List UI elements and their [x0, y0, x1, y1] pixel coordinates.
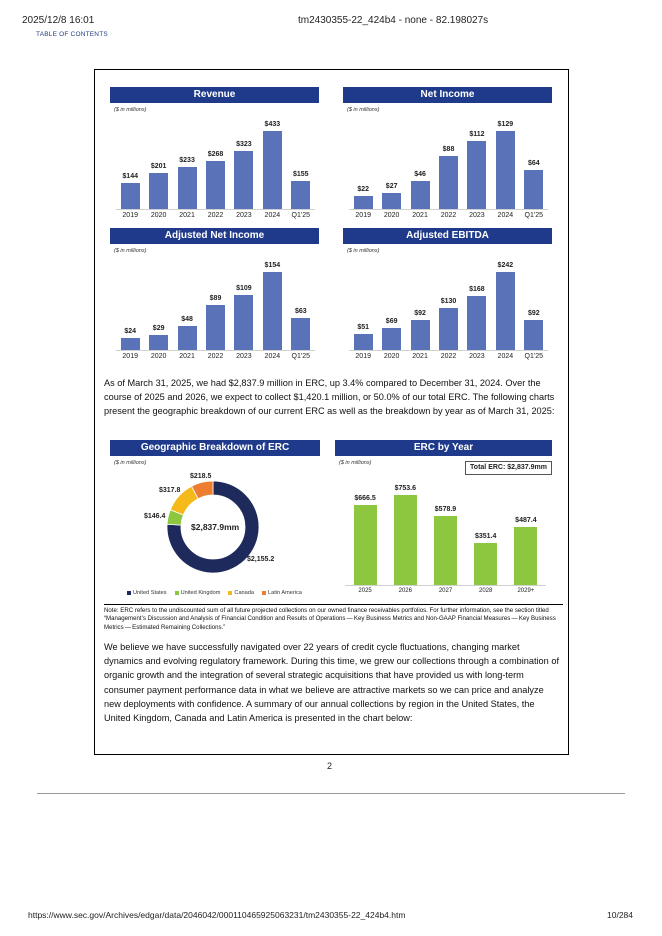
- bar: [234, 151, 253, 209]
- bar: [394, 495, 417, 585]
- bar: [496, 272, 515, 350]
- legend-swatch-icon: [262, 591, 266, 595]
- bar-value-label: $753.6: [394, 485, 416, 492]
- unit-label: ($ in millions): [347, 107, 380, 113]
- unit-label: ($ in millions): [347, 248, 380, 254]
- legend-item: [127, 590, 167, 596]
- geo-unit-label: ($ in millions): [114, 460, 147, 466]
- label-united-states: $2,155.2: [247, 556, 275, 563]
- unit-label: ($ in millions): [114, 248, 147, 254]
- page-number: 2: [327, 761, 333, 771]
- collections-paragraph: We believe we have successfully navigated over 22 years of credit cycle fluctuations, changing market dynamics and evolving regulatory framework. During this time, we grew our collections through a combination of organic growth and the integration of several strategic acquisitions that have provided us with long-term consumer payment performance data in what we believe are attractive markets so we can price and analyze new deployments with confidence. A summary of our annual collections by region in the United States, the United Kingdom, Canada and Latin America is presented in the chart below:: [104, 642, 559, 724]
- legend-swatch-icon: [127, 591, 131, 595]
- x-tick-label: 2029+: [517, 588, 535, 594]
- x-tick-label: 2024: [497, 212, 514, 219]
- chart-title: ERC by Year: [335, 440, 552, 456]
- table-of-contents-link[interactable]: TABLE OF CONTENTS: [36, 31, 108, 38]
- x-axis-line: [116, 350, 315, 351]
- bar-value-label: $578.9: [434, 505, 457, 513]
- bar: [263, 131, 282, 209]
- unit-label: ($ in millions): [339, 460, 372, 466]
- bar-value-label: $130: [440, 298, 457, 306]
- chart-title: Net Income: [343, 87, 552, 103]
- bar-value-label: $433: [264, 121, 281, 128]
- x-tick-label: 2027: [438, 588, 453, 594]
- bar-value-label: $487.4: [515, 516, 537, 524]
- bar-value-label: $51: [357, 323, 370, 331]
- legend-label: United States: [133, 590, 167, 596]
- bar: [354, 334, 373, 350]
- bar: [439, 156, 458, 209]
- bar-value-label: $89: [209, 294, 222, 302]
- x-axis-line: [349, 209, 548, 210]
- bar-value-label: $46: [414, 171, 426, 179]
- bar: [149, 335, 168, 350]
- geo-legend: [127, 590, 302, 596]
- bar: [178, 167, 197, 209]
- x-tick-label: Q1'25: [524, 212, 544, 219]
- bar: [514, 527, 537, 585]
- x-tick-label: 2021: [179, 212, 195, 219]
- x-tick-label: 2025: [358, 588, 372, 594]
- bar-value-label: $22: [357, 185, 370, 193]
- x-tick-label: 2023: [236, 212, 252, 219]
- legend-label: Canada: [234, 590, 255, 596]
- x-tick-label: 2022: [207, 212, 224, 219]
- legend-item: [175, 590, 221, 596]
- bar: [121, 338, 140, 350]
- bar: [524, 320, 543, 350]
- legend-swatch-icon: [228, 591, 232, 595]
- bar-value-label: $351.4: [474, 533, 497, 541]
- bar: [291, 318, 310, 350]
- bar: [382, 328, 401, 350]
- bar-value-label: $155: [292, 171, 309, 179]
- x-tick-label: 2020: [150, 212, 167, 219]
- separator-line: [104, 604, 563, 605]
- bar: [149, 173, 168, 209]
- legend-swatch-icon: [175, 591, 179, 595]
- bar-value-label: $69: [385, 317, 398, 325]
- adjusted-ebitda-chart: [343, 228, 552, 363]
- x-tick-label: 2020: [383, 353, 400, 360]
- x-tick-label: 2023: [236, 353, 252, 360]
- bar-value-label: $323: [236, 140, 252, 148]
- bar: [206, 161, 225, 209]
- print-page-count: 10/284: [607, 910, 633, 920]
- chart-title: Adjusted Net Income: [110, 228, 319, 244]
- adjusted-net-income-chart: [110, 228, 319, 363]
- x-tick-label: 2024: [264, 212, 281, 219]
- x-tick-label: 2020: [150, 353, 167, 360]
- x-tick-label: Q1'25: [291, 212, 311, 219]
- x-tick-label: 2020: [383, 212, 400, 219]
- bar: [411, 320, 430, 350]
- x-tick-label: 2022: [207, 353, 224, 360]
- x-tick-label: 2023: [469, 212, 485, 219]
- legend-item: [262, 590, 302, 596]
- bar: [439, 308, 458, 350]
- bar: [467, 141, 486, 209]
- legend-label: United Kingdom: [180, 590, 221, 596]
- print-datetime: 2025/12/8 16:01: [22, 15, 95, 26]
- bar-value-label: $88: [442, 145, 455, 153]
- total-erc-box: Total ERC: $2,837.9mm: [465, 461, 552, 475]
- x-tick-label: 2023: [469, 353, 485, 360]
- bar: [496, 131, 515, 209]
- bar: [206, 305, 225, 350]
- bar-value-label: $24: [124, 327, 137, 335]
- print-url: https://www.sec.gov/Archives/edgar/data/2046042/000110465925063231/tm2430355-22_424b4.htm: [28, 910, 406, 920]
- x-tick-label: 2024: [497, 353, 514, 360]
- label-united-kingdom: $146.4: [144, 513, 166, 520]
- bar: [411, 181, 430, 209]
- bar: [354, 196, 373, 209]
- bar-value-label: $168: [469, 285, 485, 293]
- x-tick-label: 2028: [479, 588, 493, 594]
- bar-value-label: $233: [179, 157, 195, 165]
- bar-value-label: $666.5: [354, 495, 376, 503]
- bar-value-label: $129: [497, 121, 514, 128]
- bar-value-label: $154: [264, 262, 281, 269]
- bar: [434, 516, 457, 585]
- label-latin-america: $218.5: [190, 473, 212, 480]
- x-tick-label: 2019: [122, 212, 138, 219]
- bar: [474, 543, 497, 585]
- chart-title: Adjusted EBITDA: [343, 228, 552, 244]
- bar-value-label: $201: [150, 162, 167, 170]
- x-tick-label: Q1'25: [524, 353, 544, 360]
- x-axis-line: [116, 209, 315, 210]
- print-doc-title: tm2430355-22_424b4 - none - 82.198027s: [298, 15, 489, 26]
- donut-center-total: $2,837.9mm: [191, 522, 240, 532]
- chart-title: Revenue: [110, 87, 319, 103]
- bar-value-label: $109: [236, 284, 252, 292]
- bar-value-label: $48: [181, 315, 193, 323]
- x-axis-line: [349, 350, 548, 351]
- bar: [263, 272, 282, 350]
- bar: [382, 193, 401, 209]
- x-axis-line: [345, 585, 546, 586]
- bar: [121, 183, 140, 209]
- x-tick-label: 2022: [440, 212, 457, 219]
- bar: [354, 505, 377, 585]
- bar-value-label: $63: [294, 308, 307, 316]
- x-tick-label: 2019: [355, 353, 371, 360]
- bar-value-label: $29: [152, 325, 165, 333]
- erc-note: Note: ERC refers to the undiscounted sum of all future projected collections on our owned finance receivables portfolios. For further information, see the section titled “Management’s Discussion and Analysis of Financial Condition and Results of Operations — Key Business Metrics and Non-GAAP Financial Measures — Key Business Metrics — Estimated Remaining Collections.”: [104, 607, 556, 631]
- bar: [178, 326, 197, 350]
- unit-label: ($ in millions): [114, 107, 147, 113]
- x-tick-label: 2022: [440, 353, 457, 360]
- legend-item: [228, 590, 254, 596]
- bar-value-label: $144: [122, 173, 138, 181]
- page-divider: [37, 793, 625, 794]
- bar-value-label: $92: [414, 310, 426, 318]
- bar: [234, 295, 253, 350]
- x-tick-label: 2021: [179, 353, 195, 360]
- bar-value-label: $27: [385, 182, 398, 190]
- geo-chart-title: Geographic Breakdown of ERC: [110, 440, 320, 456]
- x-tick-label: 2024: [264, 353, 281, 360]
- bar-value-label: $92: [527, 310, 540, 318]
- x-tick-label: 2021: [412, 212, 428, 219]
- bar: [467, 296, 486, 350]
- x-tick-label: 2019: [355, 212, 371, 219]
- revenue-chart: [110, 87, 319, 222]
- erc-summary-paragraph: As of March 31, 2025, we had $2,837.9 million in ERC, up 3.4% compared to December 31, 2024. Over the course of 2025 and 2026, we expect to collect $1,420.1 million, or 50.0% of our total ERC. The following charts present the geographic breakdown of our current ERC as well as the breakdown by year as of March 31, 2025:: [104, 378, 555, 417]
- bar-value-label: $112: [469, 131, 485, 139]
- bar: [524, 170, 543, 209]
- bar-value-label: $242: [497, 262, 514, 269]
- x-tick-label: 2026: [398, 588, 412, 594]
- bar: [291, 181, 310, 209]
- bar-value-label: $268: [207, 150, 224, 158]
- bar-value-label: $64: [527, 160, 540, 168]
- net-income-chart: [343, 87, 552, 222]
- x-tick-label: 2019: [122, 353, 138, 360]
- x-tick-label: Q1'25: [291, 353, 311, 360]
- legend-label: Latin America: [268, 590, 302, 596]
- label-canada: $317.8: [159, 487, 181, 494]
- x-tick-label: 2021: [412, 353, 428, 360]
